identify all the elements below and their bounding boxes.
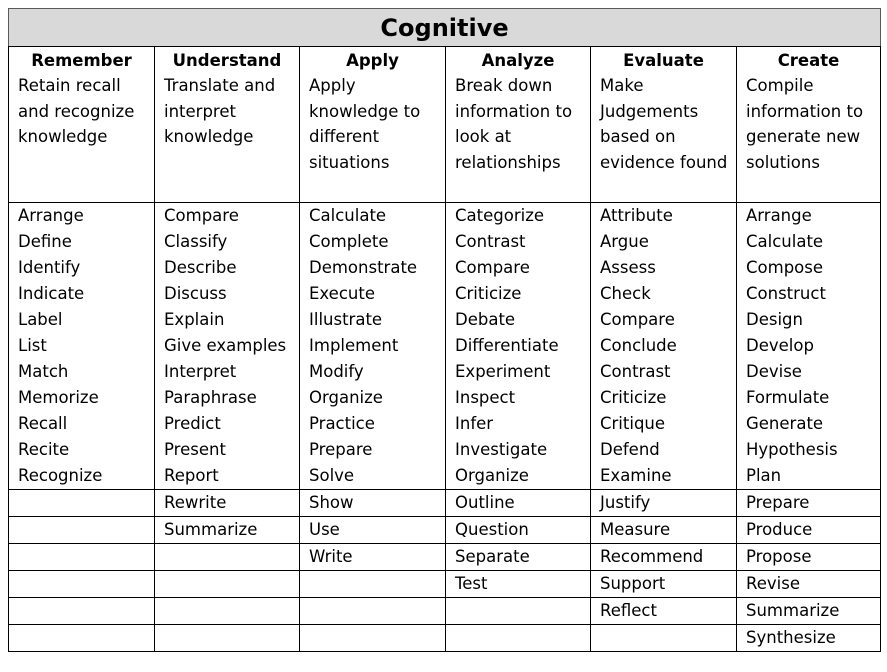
verb-cell: Differentiate [446, 333, 591, 359]
verb-cell: Prepare [737, 490, 881, 517]
category-header-create [737, 47, 881, 203]
category-name: Understand [172, 51, 282, 70]
category-header-evaluate [591, 47, 737, 203]
verb-cell: Check [591, 281, 737, 307]
verb-cell [9, 517, 155, 544]
verb-cell [300, 571, 446, 598]
verb-cell [155, 598, 300, 625]
verb-cell: Prepare [300, 437, 446, 463]
table-row [9, 385, 881, 411]
category-header-analyze [446, 47, 591, 203]
verb-cell: Contrast [591, 359, 737, 385]
verb-cell: Defend [591, 437, 737, 463]
verb-cell: Plan [737, 463, 881, 490]
verb-cell: Support [591, 571, 737, 598]
category-description: Break down information to look at relationships [455, 76, 573, 172]
verb-cell: Investigate [446, 437, 591, 463]
verb-cell [155, 571, 300, 598]
verb-cell [9, 490, 155, 517]
verb-cell: Critique [591, 411, 737, 437]
verb-cell: Calculate [737, 229, 881, 255]
verb-cell [9, 544, 155, 571]
table-row [9, 437, 881, 463]
verb-cell: Revise [737, 571, 881, 598]
verb-cell: Propose [737, 544, 881, 571]
verb-cell: Justify [591, 490, 737, 517]
category-name: Evaluate [623, 51, 704, 70]
category-name: Create [777, 51, 840, 70]
verb-cell: Assess [591, 255, 737, 281]
category-description: Translate and interpret knowledge [164, 76, 276, 147]
category-name: Analyze [481, 51, 555, 70]
verb-cell: Construct [737, 281, 881, 307]
category-description: Make Judgements based on evidence found [600, 76, 728, 172]
verb-cell: Devise [737, 359, 881, 385]
verb-cell: Complete [300, 229, 446, 255]
verb-cell: Examine [591, 463, 737, 490]
verb-cell [155, 544, 300, 571]
verb-cell: Explain [155, 307, 300, 333]
verb-cell: Inspect [446, 385, 591, 411]
table-row [9, 255, 881, 281]
verb-cell: Give examples [155, 333, 300, 359]
verb-cell: Rewrite [155, 490, 300, 517]
verb-cell: Describe [155, 255, 300, 281]
verb-cell: Arrange [9, 203, 155, 230]
verb-cell: Recite [9, 437, 155, 463]
verb-cell: Organize [446, 463, 591, 490]
cognitive-table [8, 8, 881, 652]
verb-cell: Generate [737, 411, 881, 437]
category-header-remember [9, 47, 155, 203]
verb-cell: Use [300, 517, 446, 544]
verb-cell: Question [446, 517, 591, 544]
table-row [9, 490, 881, 517]
verb-cell [155, 625, 300, 652]
verb-cell: Compare [446, 255, 591, 281]
table-row [9, 463, 881, 490]
category-description: Retain recall and recognize knowledge [18, 76, 135, 147]
verb-cell: Solve [300, 463, 446, 490]
table-row [9, 281, 881, 307]
verb-cell: Match [9, 359, 155, 385]
verb-cell: Recognize [9, 463, 155, 490]
table-row [9, 359, 881, 385]
category-header-row [9, 47, 881, 203]
verb-cell: Illustrate [300, 307, 446, 333]
verb-cell: Formulate [737, 385, 881, 411]
verb-cell: Criticize [446, 281, 591, 307]
verb-cell: Hypothesis [737, 437, 881, 463]
verb-cell: Predict [155, 411, 300, 437]
verb-cell: Produce [737, 517, 881, 544]
table-row [9, 229, 881, 255]
verb-cell [300, 625, 446, 652]
verb-cell [9, 625, 155, 652]
verb-cell: Summarize [155, 517, 300, 544]
verb-cell: Organize [300, 385, 446, 411]
verb-cell: Compare [155, 203, 300, 230]
verb-cell: Report [155, 463, 300, 490]
verb-cell: List [9, 333, 155, 359]
verb-cell: Synthesize [737, 625, 881, 652]
verb-cell: Practice [300, 411, 446, 437]
table-row [9, 571, 881, 598]
verb-cell: Compose [737, 255, 881, 281]
table-row [9, 544, 881, 571]
verb-cell: Reflect [591, 598, 737, 625]
verb-cell: Identify [9, 255, 155, 281]
verb-cell: Present [155, 437, 300, 463]
table-row [9, 598, 881, 625]
category-name: Apply [346, 51, 399, 70]
category-description: Compile information to generate new solutions [746, 76, 864, 172]
verb-cell: Paraphrase [155, 385, 300, 411]
verb-cell: Define [9, 229, 155, 255]
category-header-apply [300, 47, 446, 203]
category-description: Apply knowledge to different situations [309, 76, 421, 172]
verb-cell: Categorize [446, 203, 591, 230]
table-title: Cognitive [9, 9, 881, 47]
verb-cell: Demonstrate [300, 255, 446, 281]
verb-cell: Outline [446, 490, 591, 517]
category-header-understand [155, 47, 300, 203]
verb-cell [9, 598, 155, 625]
verb-cell: Experiment [446, 359, 591, 385]
cognitive-table-container [8, 8, 881, 652]
verb-cell: Separate [446, 544, 591, 571]
category-name: Remember [31, 51, 132, 70]
verb-cell: Debate [446, 307, 591, 333]
verb-cell: Calculate [300, 203, 446, 230]
table-body [9, 47, 881, 652]
verb-cell: Classify [155, 229, 300, 255]
table-row [9, 411, 881, 437]
verb-cell: Implement [300, 333, 446, 359]
verb-cell: Execute [300, 281, 446, 307]
verb-cell: Show [300, 490, 446, 517]
verb-cell: Design [737, 307, 881, 333]
verb-cell [446, 625, 591, 652]
verb-cell: Criticize [591, 385, 737, 411]
verb-cell: Write [300, 544, 446, 571]
verb-cell: Conclude [591, 333, 737, 359]
verb-cell: Develop [737, 333, 881, 359]
verb-cell: Recommend [591, 544, 737, 571]
verb-cell: Recall [9, 411, 155, 437]
verb-cell: Contrast [446, 229, 591, 255]
table-row [9, 203, 881, 230]
verb-cell [300, 598, 446, 625]
verb-cell: Summarize [737, 598, 881, 625]
verb-cell: Interpret [155, 359, 300, 385]
verb-cell: Attribute [591, 203, 737, 230]
verb-cell: Discuss [155, 281, 300, 307]
verb-cell: Compare [591, 307, 737, 333]
table-row [9, 625, 881, 652]
table-row [9, 333, 881, 359]
verb-cell: Measure [591, 517, 737, 544]
verb-cell: Label [9, 307, 155, 333]
verb-cell: Modify [300, 359, 446, 385]
verb-cell [591, 625, 737, 652]
verb-cell: Indicate [9, 281, 155, 307]
verb-cell: Memorize [9, 385, 155, 411]
verb-cell: Infer [446, 411, 591, 437]
verb-cell [9, 571, 155, 598]
table-row [9, 307, 881, 333]
verb-cell [446, 598, 591, 625]
verb-cell: Argue [591, 229, 737, 255]
table-row [9, 517, 881, 544]
verb-cell: Test [446, 571, 591, 598]
verb-cell: Arrange [737, 203, 881, 230]
